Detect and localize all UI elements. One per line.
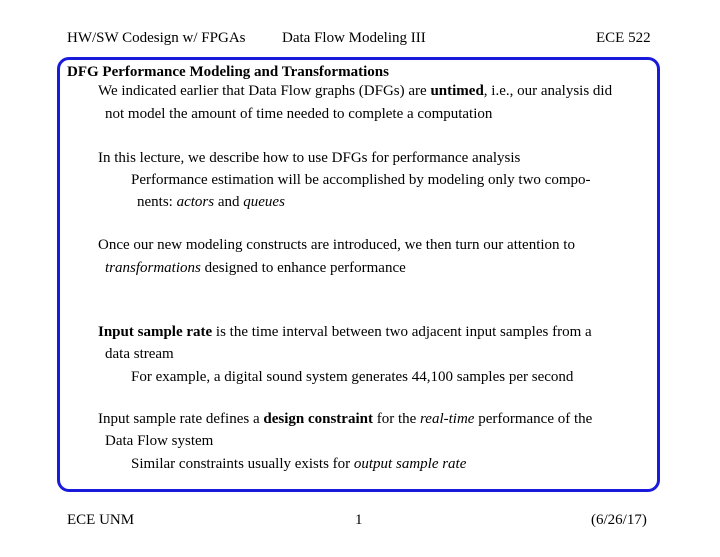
p4-line1 xyxy=(98,325,592,340)
p5-line1-e: performance of the xyxy=(474,411,593,427)
p5-line1 xyxy=(98,412,592,427)
p5-term-design-constraint: design constraint xyxy=(263,411,373,427)
p2-term-actors: actors xyxy=(176,194,215,210)
p3-line2 xyxy=(105,261,406,276)
p2-sub2-a: nents: xyxy=(137,194,177,210)
slide-title: DFG Performance Modeling and Transformations xyxy=(67,64,389,80)
p1-term-untimed: untimed xyxy=(430,83,484,99)
p4-term-input-sample-rate: Input sample rate xyxy=(98,324,213,340)
p2-sub2 xyxy=(137,195,285,210)
p4-line2: data stream xyxy=(105,346,174,362)
footer-page-number: 1 xyxy=(355,512,363,528)
p1-line2: not model the amount of time needed to complete a computation xyxy=(105,106,493,122)
p2-term-queues: queues xyxy=(243,194,285,210)
header-course-title: HW/SW Codesign w/ FPGAs xyxy=(67,30,246,46)
p5-line2: Data Flow system xyxy=(105,433,214,449)
footer-date: (6/26/17) xyxy=(591,512,647,528)
p3-term-transformations: transformations xyxy=(105,260,201,276)
p3-line2-b: designed to enhance performance xyxy=(200,260,406,276)
p1-line1 xyxy=(98,84,612,99)
p5-term-real-time: real-time xyxy=(420,411,475,427)
p5-sub1-a: Similar constraints usually exists for xyxy=(131,456,354,472)
header-lecture-title: Data Flow Modeling III xyxy=(282,30,426,46)
p5-sub1 xyxy=(131,457,466,472)
p2-line1: In this lecture, we describe how to use DFGs for performance analysis xyxy=(98,150,521,166)
header-course-code: ECE 522 xyxy=(596,30,651,46)
p1-text-a: We indicated earlier that Data Flow graphs (DFGs) are xyxy=(98,83,431,99)
p4-sub1: For example, a digital sound system generates 44,100 samples per second xyxy=(131,369,574,385)
p1-text-c: , i.e., our analysis did xyxy=(483,83,613,99)
p5-line1-c: for the xyxy=(372,411,421,427)
p4-line1-b: is the time interval between two adjacent input samples from a xyxy=(212,324,592,340)
p3-line1: Once our new modeling constructs are introduced, we then turn our attention to xyxy=(98,237,575,253)
p2-sub1: Performance estimation will be accomplished by modeling only two compo- xyxy=(131,172,591,188)
p2-sub2-c: and xyxy=(214,194,244,210)
p5-term-output-sample-rate: output sample rate xyxy=(353,456,467,472)
p5-line1-a: Input sample rate defines a xyxy=(98,411,264,427)
footer-institution: ECE UNM xyxy=(67,512,135,528)
